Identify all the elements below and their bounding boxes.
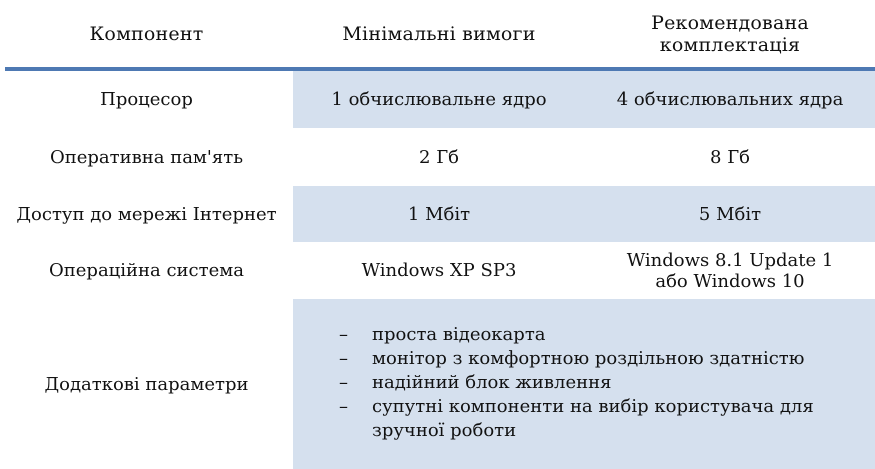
list-item — [339, 323, 859, 347]
header-minimum: Мінімальні вимоги — [342, 22, 536, 45]
row-recommended: 4 обчислювальних ядра — [585, 71, 875, 128]
row-recommended: 8 Гб — [710, 146, 750, 168]
row-component: Процесор — [100, 89, 193, 110]
row-component: Оперативна пам'ять — [50, 146, 243, 168]
row-component: Додаткові параметри — [44, 373, 249, 395]
dash-bullet: – — [339, 324, 348, 345]
table-row — [0, 128, 875, 186]
list-item-continuation — [339, 419, 859, 443]
row-recommended: 5 Мбіт — [585, 186, 875, 242]
header-recommended-line1: Рекомендована — [651, 11, 809, 34]
list-item-text: супутні компоненти на вибір користувача для — [372, 396, 814, 417]
dash-bullet: – — [339, 348, 348, 369]
list-item-text: зручної роботи — [372, 420, 517, 441]
row-recommended-line2: або Windows 10 — [655, 270, 805, 292]
row-recommended — [585, 242, 875, 299]
row-component: Операційна система — [49, 260, 244, 281]
dash-bullet: – — [339, 372, 348, 393]
row-minimum: 1 Мбіт — [293, 186, 585, 242]
table-row — [0, 242, 875, 299]
row-recommended-line1: Windows 8.1 Update 1 — [626, 249, 834, 271]
table-row — [0, 299, 875, 469]
row-component: Доступ до мережі Інтернет — [16, 203, 277, 225]
header-recommended-line2: комплектація — [659, 33, 801, 56]
extras-list — [339, 323, 859, 443]
list-item-text: надійний блок живлення — [372, 372, 612, 393]
header-recommended — [585, 0, 875, 67]
list-item-text: монітор з комфортною роздільною здатністю — [372, 348, 805, 369]
table-row — [0, 71, 875, 128]
table-row — [0, 186, 875, 242]
list-item — [339, 371, 859, 395]
row-minimum: Windows XP SP3 — [361, 260, 517, 281]
row-minimum: 2 Гб — [419, 146, 459, 168]
list-item — [339, 347, 859, 371]
table-header — [0, 0, 875, 67]
extras-cell — [293, 299, 875, 469]
row-minimum: 1 обчислювальне ядро — [293, 71, 585, 128]
list-item-text: проста відеокарта — [372, 324, 546, 345]
list-item — [339, 395, 859, 419]
header-component: Компонент — [89, 22, 204, 45]
dash-bullet: – — [339, 396, 348, 417]
